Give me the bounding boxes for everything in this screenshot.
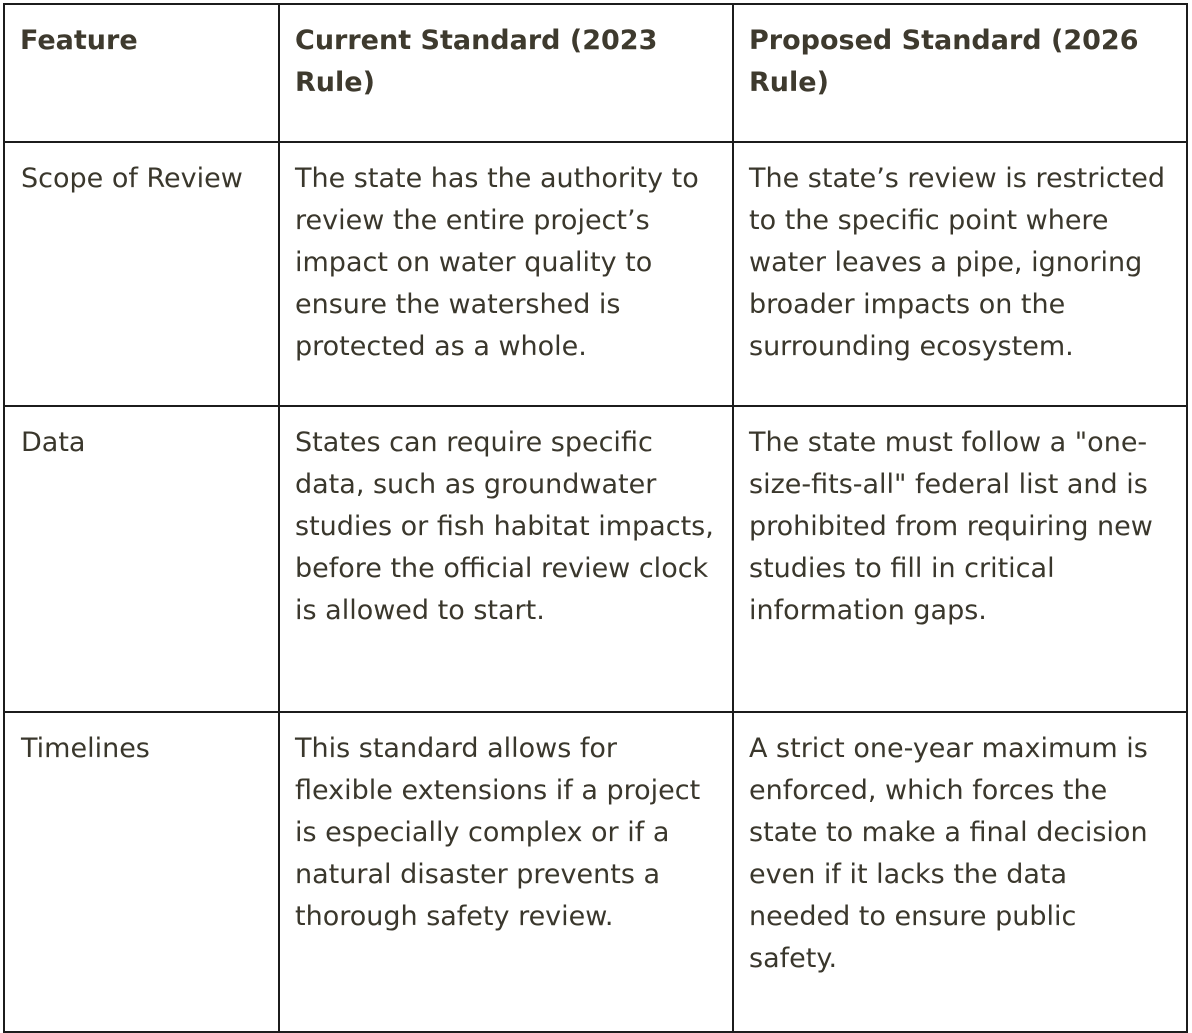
table-row bbox=[4, 142, 1187, 406]
header-proposed-standard: Proposed Standard (2026 Rule) bbox=[733, 4, 1187, 142]
current-standard-cell: The state has the authority to review the entire project’s impact on water quality to ensure the watershed is protected as a whole. bbox=[279, 142, 733, 406]
current-standard-cell: States can require specific data, such as groundwater studies or fish habitat impacts, before the official review clock is allowed to start. bbox=[279, 406, 733, 712]
feature-cell: Scope of Review bbox=[4, 142, 279, 406]
comparison-table bbox=[3, 3, 1188, 1033]
proposed-standard-cell: A strict one-year maximum is enforced, which forces the state to make a final decision even if it lacks the data needed to ensure public safety. bbox=[733, 712, 1187, 1032]
proposed-standard-cell: The state must follow a "one-size-fits-all" federal list and is prohibited from requiring new studies to fill in critical information gaps. bbox=[733, 406, 1187, 712]
header-row bbox=[4, 4, 1187, 142]
header-current-standard: Current Standard (2023 Rule) bbox=[279, 4, 733, 142]
feature-cell: Data bbox=[4, 406, 279, 712]
table-row bbox=[4, 406, 1187, 712]
current-standard-cell: This standard allows for flexible extensions if a project is especially complex or if a natural disaster prevents a thorough safety review. bbox=[279, 712, 733, 1032]
proposed-standard-cell: The state’s review is restricted to the specific point where water leaves a pipe, ignoring broader impacts on the surrounding ecosystem. bbox=[733, 142, 1187, 406]
header-feature: Feature bbox=[4, 4, 279, 142]
feature-cell: Timelines bbox=[4, 712, 279, 1032]
table-row bbox=[4, 712, 1187, 1032]
